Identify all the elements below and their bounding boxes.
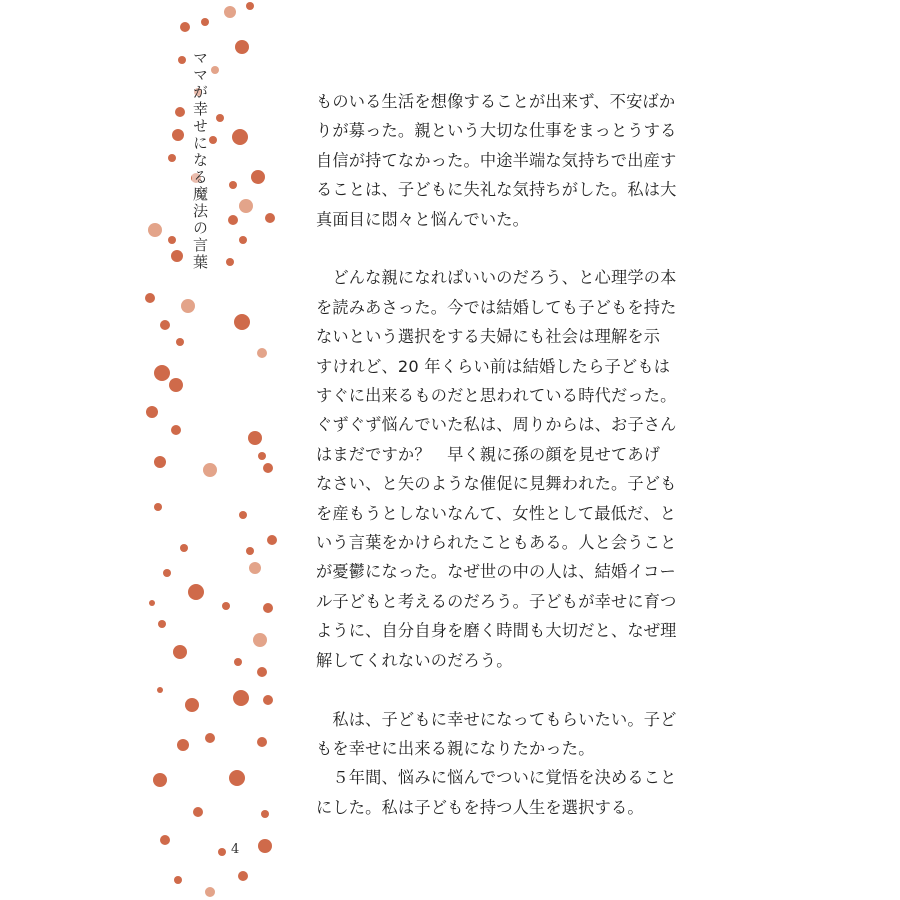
dot (258, 839, 272, 853)
dot (205, 887, 215, 897)
dot (157, 687, 163, 693)
dot (185, 698, 199, 712)
dot (228, 215, 238, 225)
blank-line (316, 675, 676, 704)
dot (253, 633, 267, 647)
text-line: にした。私は子どもを持つ人生を選択する。 (316, 797, 644, 817)
dot (160, 835, 170, 845)
page-number: 4 (231, 842, 240, 857)
dot (249, 562, 261, 574)
text-line: すけれど、20 年くらい前は結婚したら子どもは (316, 356, 671, 376)
dot (153, 773, 167, 787)
dot (148, 223, 162, 237)
dot (205, 733, 215, 743)
dot (234, 314, 250, 330)
dot (258, 452, 266, 460)
text-line: はまだですか？ 早く親に孫の顔を見せてあげ (316, 444, 661, 464)
dot (229, 770, 245, 786)
text-line: ることは、子どもに失礼な気持ちがした。私は大 (316, 180, 677, 200)
dot (216, 114, 224, 122)
body-text (316, 87, 676, 822)
dot (251, 170, 265, 184)
dot (257, 737, 267, 747)
dot (209, 136, 217, 144)
text-line: 真面目に悶々と悩んでいた。 (316, 209, 530, 229)
dot (188, 584, 204, 600)
dot (201, 18, 209, 26)
dot (261, 810, 269, 818)
dot (235, 40, 249, 54)
dot (232, 129, 248, 145)
dot (263, 695, 273, 705)
dot (267, 535, 277, 545)
dot (176, 338, 184, 346)
dot (163, 569, 171, 577)
dot (154, 503, 162, 511)
text-line: いう言葉をかけられたこともある。人と会うこと (316, 533, 677, 553)
text-line: 私は、子どもに幸せになってもらいたい。子ど (316, 709, 677, 729)
dot (180, 22, 190, 32)
dot (265, 213, 275, 223)
text-line: 自信が持てなかった。中途半端な気持ちで出産す (316, 150, 677, 170)
dot (257, 667, 267, 677)
dot (257, 348, 267, 358)
dot (193, 807, 203, 817)
dot (233, 690, 249, 706)
dot (234, 658, 242, 666)
dot (168, 236, 176, 244)
dot (171, 425, 181, 435)
dot (158, 620, 166, 628)
dot (172, 129, 184, 141)
dot (229, 181, 237, 189)
dot (168, 154, 176, 162)
text-line: ように、自分自身を磨く時間も大切だと、なぜ理 (316, 621, 677, 641)
text-line: ないという選択をする夫婦にも社会は理解を示 (316, 327, 661, 347)
dot (145, 293, 155, 303)
dot (238, 871, 248, 881)
text-line: を読みあさった。今では結婚しても子どもを持た (316, 297, 677, 317)
text-line: もを幸せに出来る親になりたかった。 (316, 738, 595, 758)
dot (246, 2, 254, 10)
dot (263, 603, 273, 613)
text-line: ぐずぐず悩んでいた私は、周りからは、お子さん (316, 415, 677, 435)
blank-line (316, 234, 676, 263)
dot (226, 258, 234, 266)
dot (224, 6, 236, 18)
dot (218, 848, 226, 856)
dot (178, 56, 186, 64)
dot (263, 463, 273, 473)
text-line: なさい、と矢のような催促に見舞われた。子ども (316, 474, 677, 494)
text-line: が憂鬱になった。なぜ世の中の人は、結婚イコー (316, 562, 676, 582)
dot (149, 600, 155, 606)
dot (154, 365, 170, 381)
dot (171, 250, 183, 262)
text-line: ５年間、悩みに悩んでついに覚悟を決めること (316, 768, 677, 788)
dot (248, 431, 262, 445)
text-line: ものいる生活を想像することが出来ず、不安ばか (316, 92, 676, 111)
dot (175, 107, 185, 117)
dot (180, 544, 188, 552)
dot (160, 320, 170, 330)
dot (239, 199, 253, 213)
dot (222, 602, 230, 610)
dot (174, 876, 182, 884)
dot (173, 645, 187, 659)
dot (239, 236, 247, 244)
text-line: どんな親になればいいのだろう、と心理学の本 (316, 268, 677, 288)
dot (154, 456, 166, 468)
dot (181, 299, 195, 313)
dot-group (145, 2, 277, 897)
dot (146, 406, 158, 418)
text-line: ル子どもと考えるのだろう。子どもが幸せに育つ (316, 591, 677, 611)
dot (169, 378, 183, 392)
dot (239, 511, 247, 519)
text-line: すぐに出来るものだと思われている時代だった。 (316, 386, 677, 406)
text-line: 解してくれないのだろう。 (316, 650, 513, 670)
dot (177, 739, 189, 751)
dot (246, 547, 254, 555)
dot (203, 463, 217, 477)
dot (211, 66, 219, 74)
text-line: りが募った。親という大切な仕事をまっとうする (316, 121, 677, 141)
text-line: を産もうとしないなんて、女性として最低だ、と (316, 503, 677, 523)
running-title: ママが幸せになる魔法の言葉 (191, 50, 209, 271)
